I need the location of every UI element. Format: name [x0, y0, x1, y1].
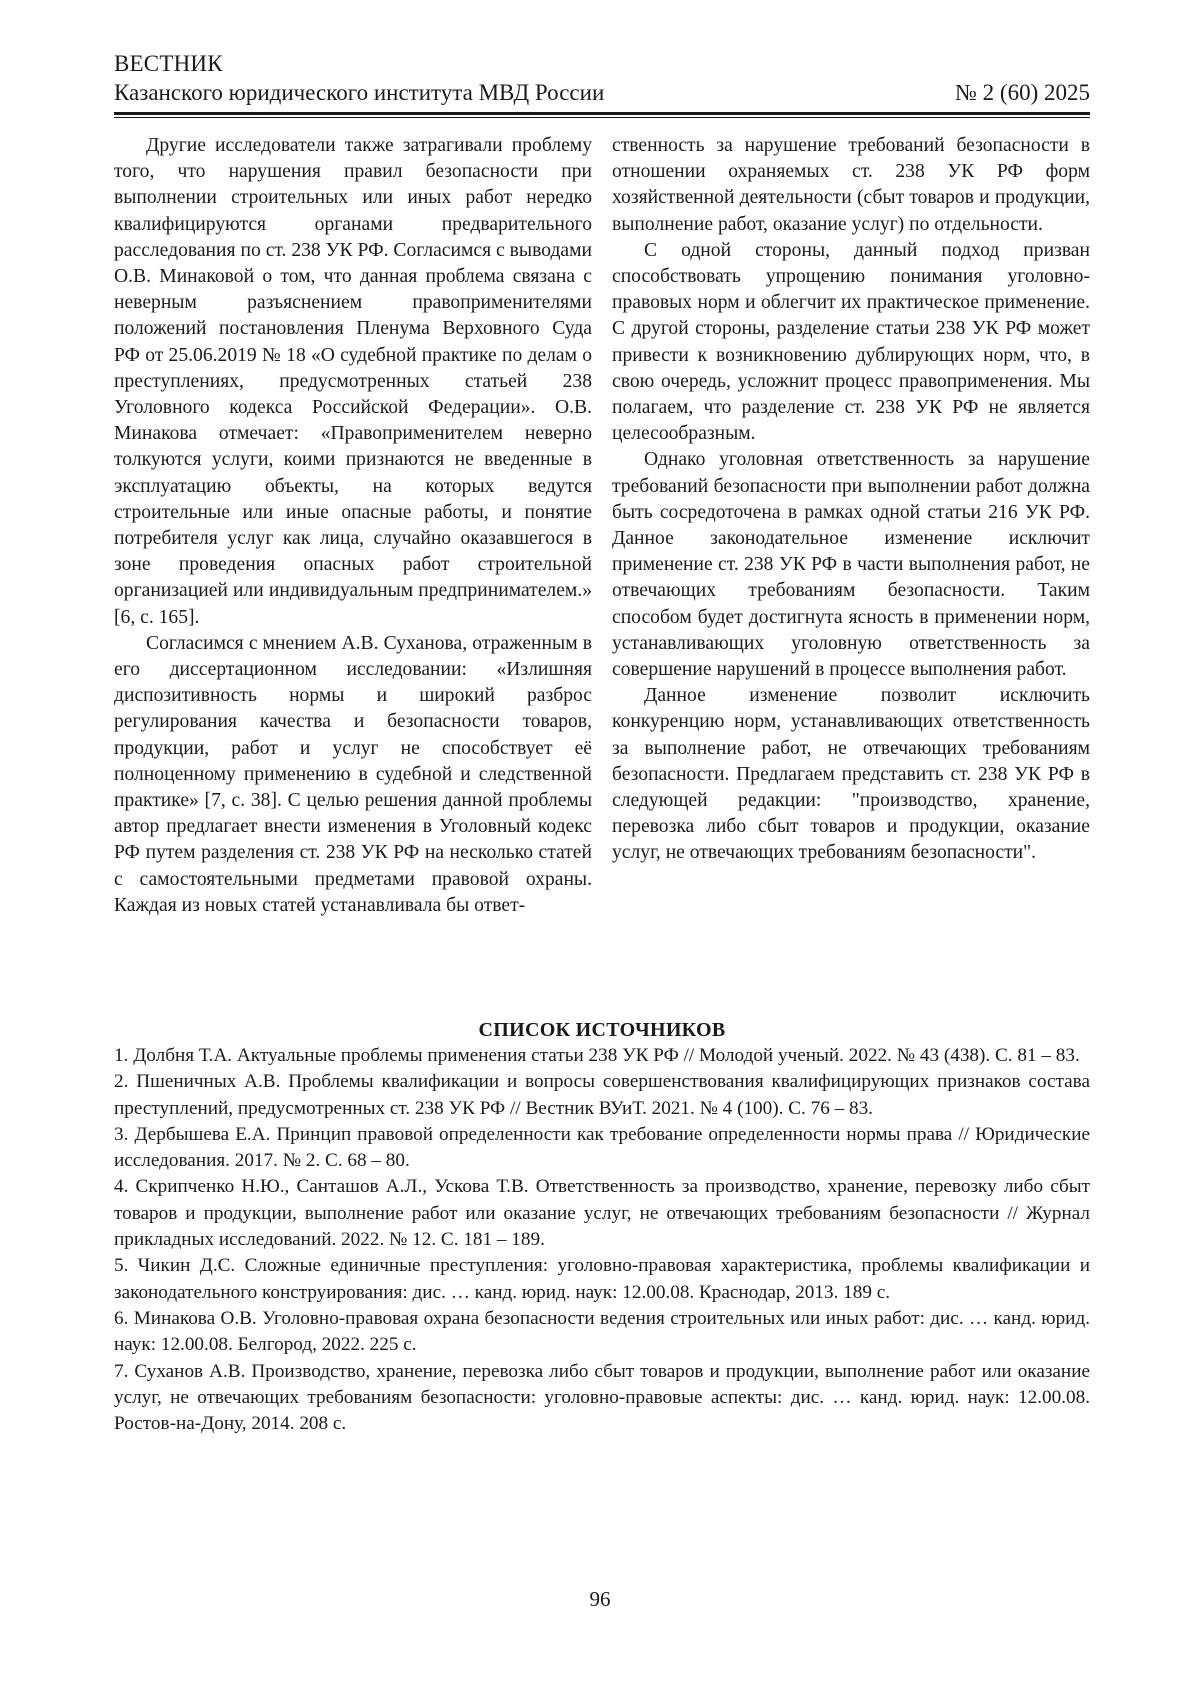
reference-item: 7. Суханов А.В. Производство, хранение, перевозка либо сбыт товаров и продукции, выполнение работ или оказание услуг, не отвечающих требованиям безопасности: уголовно-правовые аспекты: дис. … канд. юрид. наук: 12.00.08. Ростов-на-Дону, 2014. 208 с. — [114, 1360, 1090, 1435]
paragraph: Согласимся с мнением А.В. Суханова, отраженным в его диссертационном исследовании: «Излишняя диспозитивность нормы и широкий разброс регулирования качества и безопасности товаров, продукции, работ и услуг не способствует её полноценному применению в судебной и следственной практике» [7, с. 38]. С целью решения данной проблемы автор предлагает внести изменения в Уголовный кодекс РФ путем разделения ст. 238 УК РФ на несколько статей с самостоятельными предметами правовой охраны. Каждая из новых статей устанавливала бы ответ- — [114, 632, 592, 916]
paragraph: Однако уголовная ответственность за нарушение требований безопасности при выполнении работ должна быть сосредоточена в рамках одной статьи 216 УК РФ. Данное законодательное изменение исключит применение ст. 238 УК РФ в части выполнения работ, не отвечающих требованиям безопасности. Таким способом будет достигнута ясность в применении норм, устанавливающих уголовную ответственность за совершение нарушений в процессе выполнения работ. — [612, 449, 1090, 681]
paragraph: Другие исследователи также затрагивали проблему того, что нарушения правил безопасности при выполнении строительных или иных работ нередко квалифицируются органами предварительного расследования по ст. 238 УК РФ. Согласимся с выводами О.В. Минаковой о том, что данная проблема связана с неверным разъяснением правоприменителями положений постановления Пленума Верховного Суда РФ от 25.06.2019 № 18 «О судебной практике по делам о преступлениях, предусмотренных статьей 238 Уголовного кодекса Российской Федерации». О.В. Минакова отмечает: «Правоприменителем неверно толкуются услуги, коими признаются не введенные в эксплуатацию объекты, на которых ведутся строительные или иные опасные работы, и понятие потребителя услуг как лица, случайно оказавшегося в зоне проведения опасных работ строительной организацией или индивидуальным предпринимателем.» [6, с. 165]. — [114, 135, 592, 628]
issue-number: № 2 (60) 2025 — [954, 80, 1090, 105]
reference-item: 2. Пшеничных А.В. Проблемы квалификации и вопросы совершенствования квалифицирующих признаков состава преступлений, предусмотренных ст. 238 УК РФ // Вестник ВУиТ. 2021. № 4 (100). С. 76 – 83. — [114, 1071, 1090, 1119]
left-column — [114, 133, 592, 919]
journal-institute: Казанского юридического института МВД России — [114, 80, 605, 105]
reference-item: 3. Дербышева Е.А. Принцип правовой определенности как требование определенности нормы права // Юридические исследования. 2017. № 2. С. 68 – 80. — [114, 1123, 1090, 1172]
references-title: СПИСОК ИСТОЧНИКОВ — [478, 1019, 726, 1041]
reference-item: 4. Скрипченко Н.Ю., Санташов А.Л., Ускова Т.В. Ответственность за производство, хранение, перевозку либо сбыт товаров и продукции, выполнение работ или оказание услуг, не отвечающих требованиям безопасности // Журнал прикладных исследований. 2022. № 12. С. 181 – 189. — [114, 1176, 1090, 1251]
reference-item: 5. Чикин Д.С. Сложные единичные преступления: уголовно-правовая характеристика, проблемы квалификации и законодательного конструирования: дис. … канд. юрид. наук: 12.00.08. Краснодар, 2013. 189 с. — [114, 1255, 1090, 1303]
body-columns — [114, 133, 1090, 919]
reference-item: 6. Минакова О.В. Уголовно-правовая охрана безопасности ведения строительных или иных работ: дис. … канд. юрид. наук: 12.00.08. Белгород, 2022. 225 с. — [114, 1307, 1090, 1356]
journal-title: ВЕСТНИК — [114, 51, 223, 76]
paragraph-continuation: ственность за нарушение требований безопасности в отношении охраняемых ст. 238 УК РФ форм хозяйственной деятельности (сбыт товаров и продукции, выполнение работ, оказание услуг) по отдельности. — [612, 135, 1090, 235]
paragraph: Данное изменение позволит исключить конкуренцию норм, устанавливающих ответственность за выполнение работ, не отвечающих требованиям безопасности. Предлагаем представить ст. 238 УК РФ в следующей редакции: "производство, хранение, перевозка либо сбыт товаров и продукции, оказание услуг, не отвечающих требованиям безопасности". — [612, 685, 1090, 864]
paragraph: С одной стороны, данный подход призван способствовать упрощению понимания уголовно-правовых норм и облегчит их практическое применение. С другой стороны, разделение статьи 238 УК РФ может привести к возникновению дублирующих норм, что, в свою очередь, усложнит процесс правоприменения. Мы полагаем, что разделение ст. 238 УК РФ не является целесообразным. — [612, 239, 1090, 445]
references-list — [114, 1043, 1090, 1437]
header-rule-thick — [114, 112, 1090, 115]
references-section — [114, 1017, 1090, 1437]
page-number: 96 — [589, 1587, 611, 1611]
journal-subtitle-row — [114, 78, 1090, 108]
running-header — [114, 50, 1090, 118]
header-rule-thin — [114, 117, 1090, 118]
right-column — [612, 133, 1090, 919]
reference-item: 1. Долбня Т.А. Актуальные проблемы применения статьи 238 УК РФ // Молодой ученый. 2022. № 43 (438). С. 81 – 83. — [114, 1045, 1080, 1066]
